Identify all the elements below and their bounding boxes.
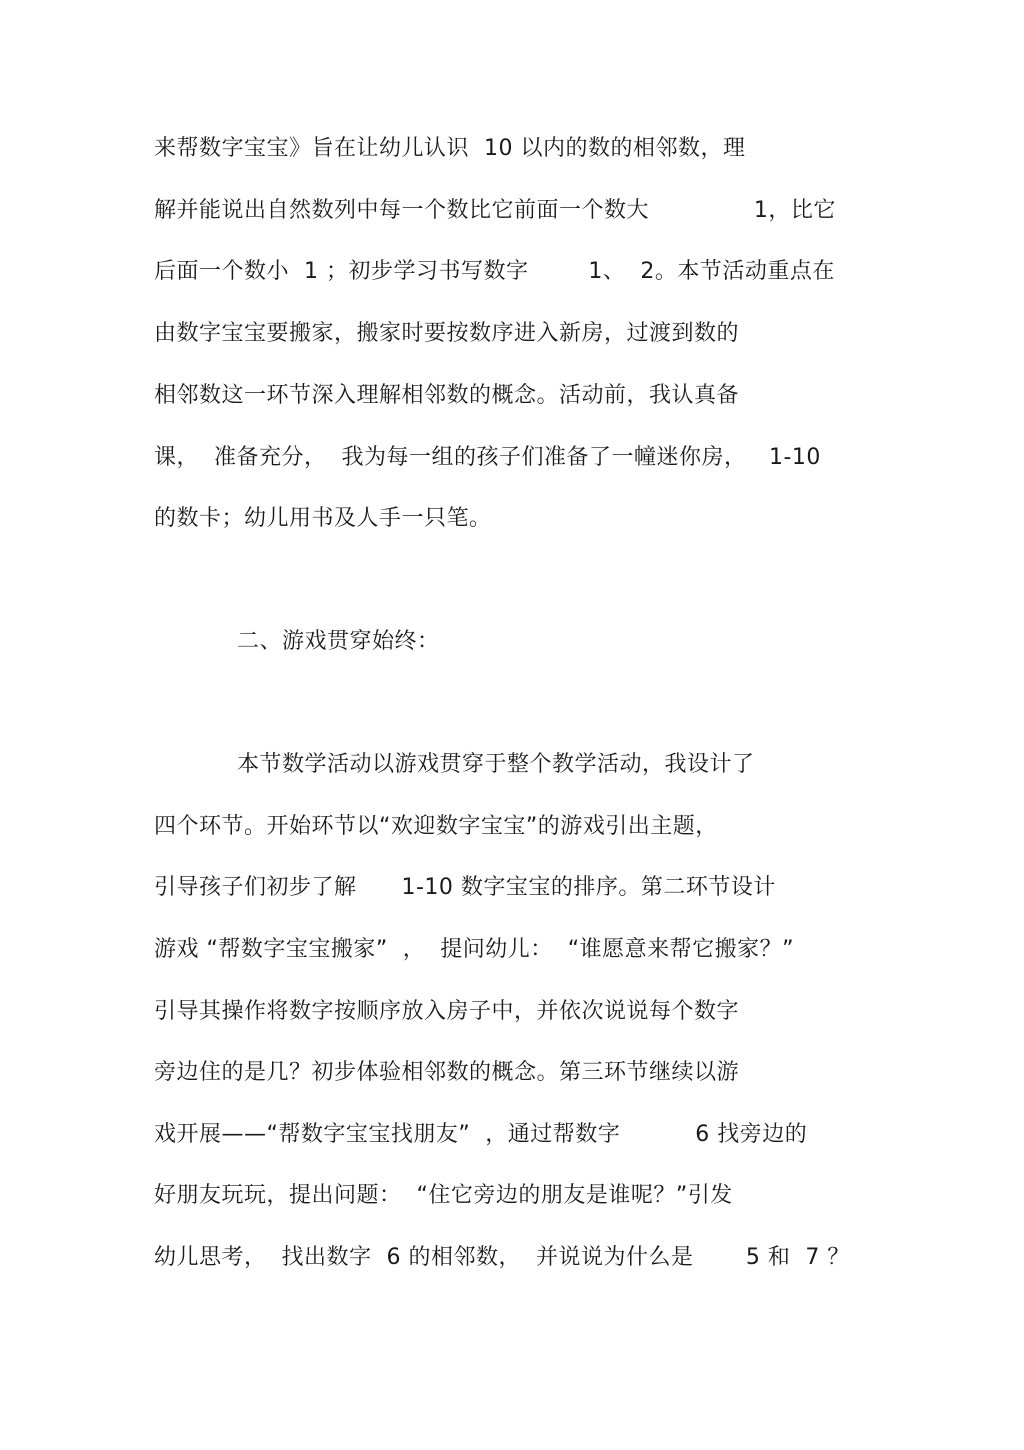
text-line: 来帮数字宝宝》旨在让幼儿认识 10 以内的数的相邻数，理 xyxy=(154,136,746,161)
text-line: 戏开展——“帮数字宝宝找朋友” ，通过帮数字 6 找旁边的 xyxy=(154,1122,808,1147)
text-line: 由数字宝宝要搬家，搬家时要按数序进入新房，过渡到数的 xyxy=(154,321,740,346)
text-line: 四个环节。开始环节以“欢迎数字宝宝”的游戏引出主题， xyxy=(154,814,718,839)
section-heading: 二、游戏贯穿始终： xyxy=(237,629,440,654)
text-line: 幼儿思考， 找出数字 6 的相邻数， 并说说为什么是 5 和 7 ？ xyxy=(154,1245,850,1270)
text-line: 相邻数这一环节深入理解相邻数的概念。活动前，我认真备 xyxy=(154,383,740,408)
text-line: 旁边住的是几？初步体验相邻数的概念。第三环节继续以游 xyxy=(154,1060,740,1085)
text-line: 本节数学活动以游戏贯穿于整个教学活动，我设计了 xyxy=(237,752,755,777)
text-line: 引导其操作将数字按顺序放入房子中，并依次说说每个数字 xyxy=(154,999,740,1024)
text-line: 引导孩子们初步了解 1-10 数字宝宝的排序。第二环节设计 xyxy=(154,875,776,900)
text-line: 课， 准备充分， 我为每一组的孩子们准备了一幢迷你房， 1-10 xyxy=(154,445,821,470)
text-line: 好朋友玩玩，提出问题： “住它旁边的朋友是谁呢？”引发 xyxy=(154,1183,733,1208)
text-line: 解并能说出自然数列中每一个数比它前面一个数大 1，比它 xyxy=(154,198,836,223)
text-line: 游戏 “帮数字宝宝搬家” ， 提问幼儿： “谁愿意来帮它搬家？” xyxy=(154,937,795,962)
text-line: 的数卡；幼儿用书及人手一只笔。 xyxy=(154,506,492,531)
text-line: 后面一个数小 1 ；初步学习书写数字 1、 2。本节活动重点在 xyxy=(154,259,835,284)
